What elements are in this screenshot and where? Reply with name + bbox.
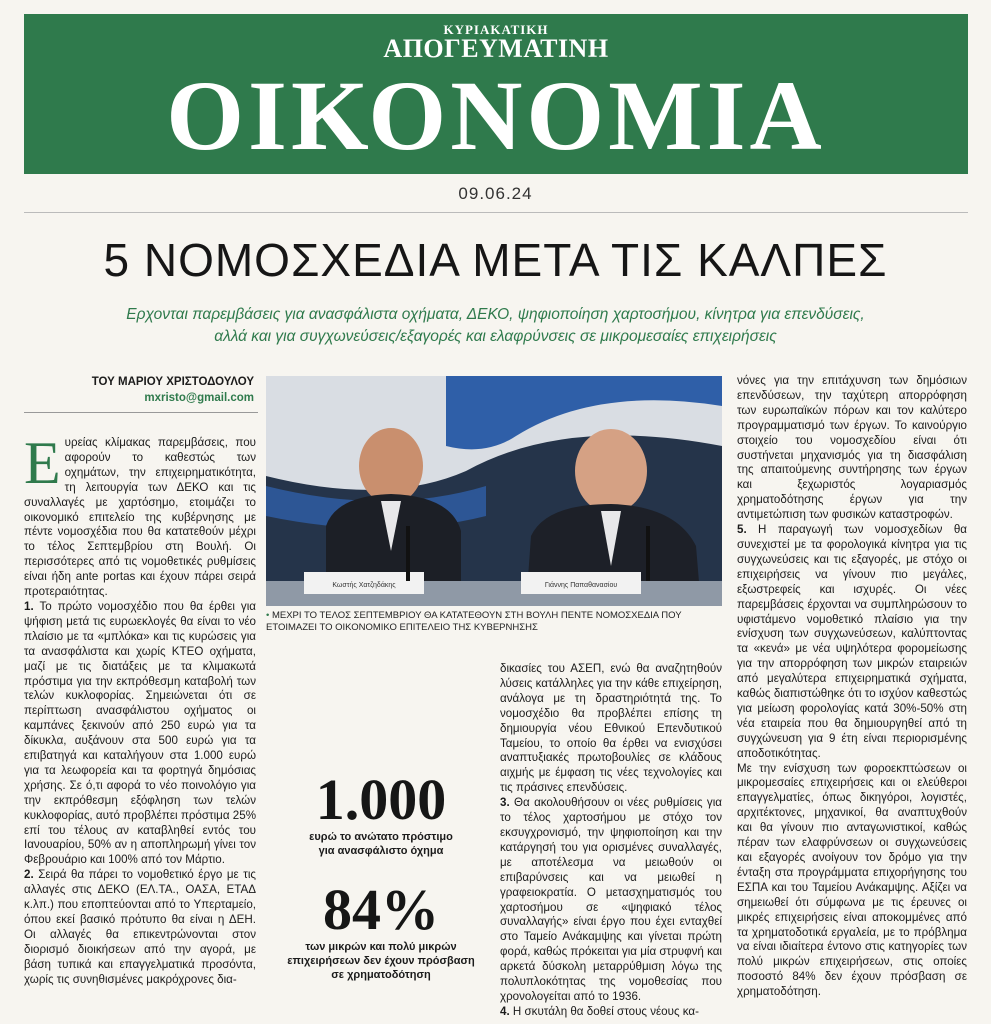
point-number: 4. [500,1004,510,1018]
continuation-paragraph: δικασίες του ΑΣΕΠ, ενώ θα αναζητηθούν λύσεις κατάλληλες για την κάθε επιχείρηση, ανάλογα με τη δραστηριότητά της. Το νομοσχέδιο θα προβλέπει επίσης τη δημιουργία νέου Εθνικού Επενδυτικού Ταμείου, το οποίο θα έρθει να ενισχύσει αναπτυξιακές πρωτοβουλίες σε κλάδους αιχμής με έμφαση τις νέες τεχνολογίες και τις πράσινες επενδύσεις. [500,662,722,795]
point-number: 5. [737,523,747,537]
article-column-2 [500,662,722,1018]
author-email: mxristo@gmail.com [144,392,254,404]
point-5-text: Η παραγωγή των νομοσχεδίων θα συνεχιστεί με τα φορολογικά κίνητρα για τις συγχωνεύσεις και τις εξαγορές, με στόχο οι επιχειρήσεις να γίνουν πιο μεγάλες, εξωστρεφείς και ισχυρές. Οι νέες παρεμβάσεις έρχονται να συμπληρώσουν το υφιστάμενο νομοθετικό πλαίσιο για την ενίσχυση των συγχωνεύσεων, καλύπτοντας τα «κενά» με νέα υψηλότερα φορομείωσης για την απορρόφηση των μικρών εταιρειών από μεγαλύτερα επιχειρηματικά σχήματα, καθώς διαπιστώθηκε ότι το ισχύον καθεστώς για μείωση φορολογίας κατά 30%-50% στη νέα εταιρεία που θα δημιουργηθεί από τη συγχώνευση για 9 έτη είναι περιορισμένης αποδοτικότητας. [737,523,967,760]
closing-paragraph: Με την ενίσχυση των φοροεκπτώσεων οι μικρομεσαίες επιχειρήσεις και οι ελεύθεροι επαγγελματίες, όπως δικηγόροι, λογιστές, αρχιτέκτονες, μηχανικοί, θα αναπτυχθούν και θα γίνουν πιο ανταγωνιστικοί, καθώς πέραν των ελαφρύνσεων οι συγχωνεύσεις και εξαγορές ανοίγουν τον δρόμο για την ένταξη στα προγράμματα επιχορήγησης του ΕΣΠΑ και του Ταμείου Ανάκαμψης. Αξίζει να σημειωθεί ότι σύμφωνα με τις έρευνες οι μικρές επιχειρήσεις είναι αποκομμένες από τα χρηματοδοτικά εργαλεία, με το πρόβλημα να είναι ιδιαίτερα έντονο στις κατηγορίες των πολύ μικρών επιχειρήσεων, στις οποίες ποσοστό 84% δεν έχουν πρόσβαση σε χρηματοδότηση. [737,761,967,999]
point-5-paragraph [737,523,967,762]
intro-paragraph [24,436,256,600]
caption-bullet: • [266,610,270,621]
point-4-paragraph [500,1005,722,1018]
point-number: 2. [24,868,34,882]
issue-date: 09.06.24 [458,184,533,203]
point-number: 1. [24,599,34,613]
ministers-photo-illustration [266,376,722,606]
subhead-line-2: αλλά και για συγχωνεύσεις/εξαγορές και ελαφρύνσεις σε μικρομεσαίες επιχειρήσεις [214,328,777,345]
continuation-paragraph: νόνες για την επιτάχυνση των δημόσιων επενδύσεων, την ταχύτερη απορρόφηση των ευρωπαϊκών πόρων και τον καλύτερο προγραμματισμό των έργων. Το καινούργιο στοιχείο του νομοσχεδίου είναι ότι συστήνεται μηχανισμός για τη διασφάλιση της απαιτούμενης συντήρησης των έργων και ξεχωριστός λογαριασμός χρηματοδότησης έργων για την αντιμετώπιση των φυσικών καταστροφών. [737,374,967,522]
point-3-text: Θα ακολουθήσουν οι νέες ρυθμίσεις για το τέλος χαρτοσήμου με στόχο τον εκσυγχρονισμό, την ψηφιοποίηση και την κατάργησή του για ορισμένες συναλλαγές, με αποτέλεσμα να μειωθούν οι επιβαρύνσεις και να μειωθεί η γραφειοκρατία. Ο μετασχηματισμός του χαρτοσήμου σε «ψηφιακό τέλος συναλλαγής» είναι έργο που έχει ενταχθεί στο Ταμείο Ανάκαμψης και γίνεται πρώτη φορά, καθώς πρόκειται για μία στρυφνή και αρκετά δύσκολη μεταρρύθμιση λόγω της πολυπλοκότητας της νομοθεσίας που χρονολογείται από το 1936. [500,796,722,1003]
stat-box-financing [276,877,486,982]
point-4-text: Η σκυτάλη θα δοθεί στους νέους κα- [509,1004,699,1018]
date-divider [24,212,968,213]
point-3-paragraph [500,796,722,1005]
point-2-text: Σειρά θα πάρει το νομοθετικό έργο με τις αλλαγές στις ΔΕΚΟ (ΕΛ.ΤΑ., ΟΑΣΑ, ΕΤΑΔ κ.λπ.) που εποπτεύονται από το Υπερταμείο, όπου εκεί βασικό πρότυπο θα είναι η ΔΕΗ. Οι αλλαγές θα επικεντρώνονται στον διορισμό διοικήσεων από την αγορά, με βάση τυπικά και επαγγελματικά προσόντα, χωρίς τις συνηθισμένες μακρόχρονες δια- [24,868,256,986]
stat-box-fine [276,767,486,858]
point-number: 3. [500,796,510,810]
author-name: ΤΟΥ ΜΑΡΙΟΥ ΧΡΙΣΤΟΔΟΥΛΟΥ [91,376,254,388]
point-1-text: Το πρώτο νομοσχέδιο που θα έρθει για ψήφιση μετά τις ευρωεκλογές θα είναι το νέο πλαίσιο με τα «μπλόκα» και τις κυρώσεις για τα ανασφάλιστα και χωρίς ΚΤΕΟ οχήματα, μαζί με τις διατάξεις με τα κλιμακωτά πρόστιμα για την εκπρόθεσμη καταβολή των τελών κυκλοφορίας. Σημειώνεται ότι σε περίπτωση ανασφάλιστου οχήματος οι καμπάνες ξεκινούν από 250 ευρώ για τα δίκυκλα, αυξάνουν στα 500 ευρώ για τα επιβατηγά και καταλήγουν στα 1.000 ευρώ για τα λεωφορεία και τα φορτηγά δημόσιας χρήσης. Σε ό,τι αφορά το νέο ποινολόγιο για την εκπρόθεσμη εξόφληση των τελών κυκλοφορίας, αυτό προβλέπει πρόστιμα 25% επί του τέλους αν καταβληθεί εντός του Ιανουαρίου, 50% αν η αποπληρωμή γίνει τον Φεβρουάριο και 100% από τον Μάρτιο. [24,599,256,867]
nameplate-right: Γιάννης Παπαθανασίου [544,582,618,589]
masthead-section-title: ΟΙΚΟΝΟΜΙΑ [166,60,826,171]
article-subhead [60,304,931,348]
stat-2-line-2: επιχειρήσεων δεν έχουν πρόσβαση [287,955,475,967]
stat-2-value: 84% [323,877,439,942]
stat-1-line-2: για ανασφάλιστο όχημα [318,845,444,857]
drop-cap: Ε [24,436,61,496]
stat-1-line-1: ευρώ το ανώτατο πρόστιμο [309,831,453,843]
stat-1-value: 1.000 [315,767,447,832]
masthead-kyriakatiki: ΚΥΡΙΑΚΑΤΙΚΗ [443,22,549,37]
stat-2-line-3: σε χρηματοδότηση [331,969,431,981]
article-headline: 5 ΝΟΜΟΣΧΕΔΙΑ ΜΕΤΑ ΤΙΣ ΚΑΛΠΕΣ [103,234,888,286]
nameplate-left: Κωστής Χατζηδάκης [332,582,396,589]
masthead-paper-name: ΑΠΟΓΕΥΜΑΤΙΝΗ [383,34,609,63]
article-column-1 [24,436,256,1016]
point-1-paragraph [24,600,256,868]
article-column-3 [737,374,967,1019]
stat-2-line-1: των μικρών και πολύ μικρών [305,941,457,953]
byline [24,374,254,406]
intro-text: υρείας κλίμακας παρεμβάσεις, που αφορούν το καθεστώς των οχημάτων, την επιχειρηματικότητα, τη λειτουργία των ΔΕΚΟ και τις συναλλαγές με χαρτόσημο, ετοιμάζει το οικονομικό επιτελείο της κυβέρνησης με πέντε νομοσχέδια που θα κατατεθούν μέχρι το τέλος Σεπτεμβρίου στη Βουλή. Οι περισσότερες από τις νομοθετικές ρυθμίσεις είναι ήδη ante portas και έχουν πάρει σειρά προτεραιότητας. [24,436,256,599]
subhead-line-1: Ερχονται παρεμβάσεις για ανασφάλιστα οχήματα, ΔΕΚΟ, ψηφιοποίηση χαρτοσήμου, κίνητρα για επενδύσεις, [126,306,865,323]
article-photo [266,376,722,606]
point-2-paragraph [24,868,256,987]
masthead [24,14,968,174]
photo-caption [266,610,722,634]
caption-text: ΜΕΧΡΙ ΤΟ ΤΕΛΟΣ ΣΕΠΤΕΜΒΡΙΟΥ ΘΑ ΚΑΤΑΤΕΘΟΥΝ ΣΤΗ ΒΟΥΛΗ ΠΕΝΤΕ ΝΟΜΟΣΧΕΔΙΑ ΠΟΥ ΕΤΟΙΜΑΖΕΙ ΤΟ ΟΙΚΟΝΟΜΙΚΟ ΕΠΙΤΕΛΕΙΟ ΤΗΣ ΚΥΒΕΡΝΗΣΗΣ [266,610,682,633]
byline-divider [24,412,258,413]
